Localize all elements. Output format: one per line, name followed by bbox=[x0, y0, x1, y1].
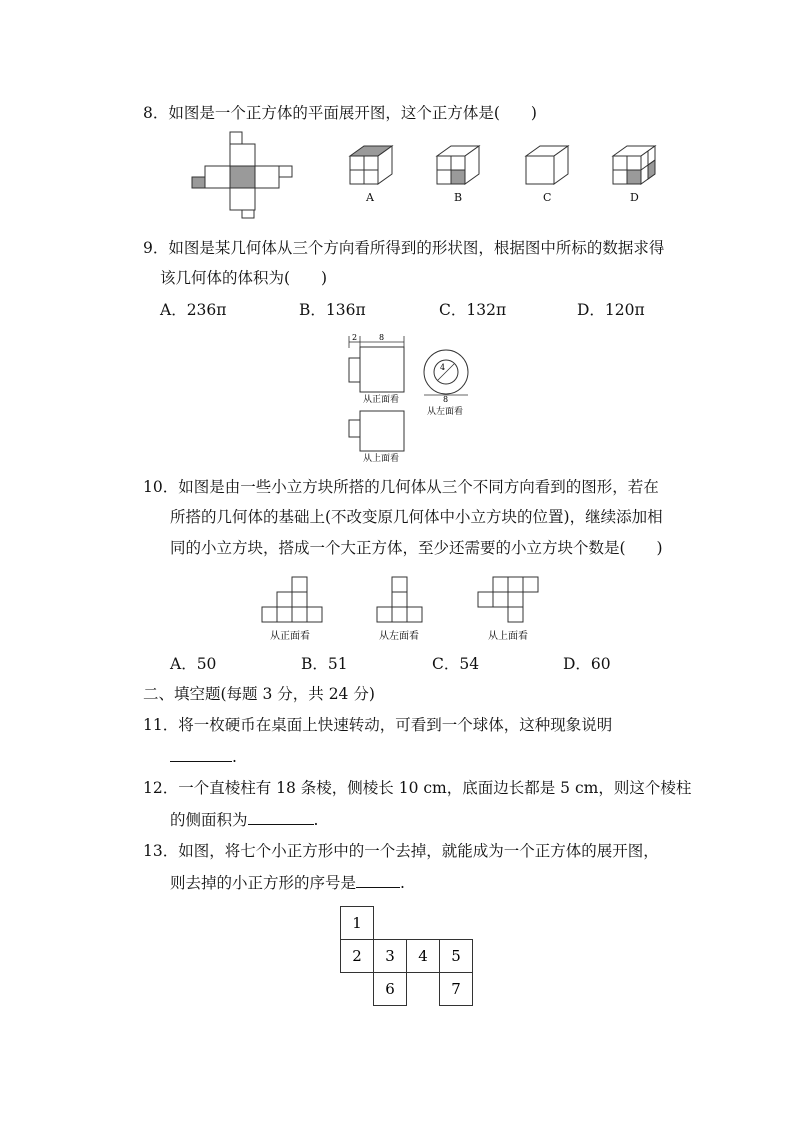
q13-line2-text: 则去掉的小正方形的序号是 bbox=[170, 874, 357, 892]
q8-stem: 8．如图是一个正方体的平面展开图，这个正方体是( ) bbox=[143, 104, 537, 122]
q10-option-d: D．60 bbox=[563, 655, 611, 673]
top-view-caption: 从上面看 bbox=[488, 631, 528, 642]
q10-option-b: B．51 bbox=[301, 655, 348, 673]
square-label-7: 7 bbox=[451, 980, 461, 998]
q11-answer-blank[interactable] bbox=[170, 746, 232, 762]
q11-line2 bbox=[170, 746, 237, 767]
q10-stem-line1: 10．如图是由一些小立方块所搭的几何体从三个不同方向看到的图形，若在 bbox=[143, 478, 659, 496]
square-label-5: 5 bbox=[451, 947, 461, 965]
dim-circle-label: 8 bbox=[443, 395, 449, 404]
q10-top-view bbox=[478, 577, 540, 643]
left-view-caption: 从左面看 bbox=[379, 631, 419, 642]
cube-option-a bbox=[350, 146, 392, 190]
q13-answer-blank[interactable] bbox=[356, 872, 400, 888]
q10-left-view bbox=[377, 577, 427, 643]
q9-stem-line2: 该几何体的体积为( ) bbox=[160, 269, 328, 287]
q13-squares-figure bbox=[340, 906, 476, 1006]
q11-period: . bbox=[232, 748, 237, 766]
label-a: A bbox=[366, 191, 374, 204]
q12-line1: 12．一个直棱柱有 18 条棱，侧棱长 10 cm，底面边长都是 5 cm，则这个棱柱 bbox=[143, 779, 692, 797]
dim-big-label: 8 bbox=[379, 333, 385, 342]
label-c: C bbox=[543, 191, 552, 204]
q12-line2-text: 的侧面积为 bbox=[170, 811, 248, 829]
q13-line2 bbox=[170, 872, 405, 893]
q9-stem-line1: 9．如图是某几何体从三个方向看所得到的形状图，根据图中所标的数据求得 bbox=[143, 239, 665, 257]
dim-inner-label: 4 bbox=[440, 363, 446, 372]
q11-line1: 11．将一枚硬币在桌面上快速转动，可看到一个球体，这种现象说明 bbox=[143, 716, 613, 734]
front-view-caption: 从正面看 bbox=[270, 631, 310, 642]
square-label-4: 4 bbox=[418, 947, 428, 965]
label-d: D bbox=[630, 191, 639, 204]
dim-small-label: 2 bbox=[352, 333, 358, 342]
square-label-6: 6 bbox=[385, 980, 395, 998]
label-b: B bbox=[454, 191, 463, 204]
q12-line2 bbox=[170, 809, 318, 830]
q13-period: . bbox=[400, 874, 405, 892]
square-label-3: 3 bbox=[385, 947, 395, 965]
q9-views-figure bbox=[345, 332, 475, 464]
cube-option-c bbox=[526, 146, 568, 190]
q8-net-figure bbox=[192, 132, 292, 218]
q10-stem-line2: 所搭的几何体的基础上(不改变原几何体中小立方块的位置)，继续添加相 bbox=[170, 508, 663, 526]
square-label-2: 2 bbox=[352, 947, 362, 965]
q13-line1: 13．如图，将七个小正方形中的一个去掉，就能成为一个正方体的展开图， bbox=[143, 842, 659, 860]
q9-option-a: A．236π bbox=[160, 301, 227, 319]
cube-option-d bbox=[613, 146, 655, 190]
q9-option-b: B．136π bbox=[299, 301, 366, 319]
q10-option-c: C．54 bbox=[432, 655, 480, 673]
q10-stem-line3: 同的小立方块，搭成一个大正方体，至少还需要的小立方块个数是( ) bbox=[170, 539, 663, 557]
q12-period: . bbox=[313, 811, 319, 829]
cube-option-b bbox=[437, 146, 479, 190]
q12-answer-blank[interactable] bbox=[248, 809, 314, 825]
q10-front-view bbox=[262, 577, 324, 643]
square-label-1: 1 bbox=[352, 914, 362, 932]
left-view-label: 从左面看 bbox=[427, 407, 464, 417]
top-view-label: 从上面看 bbox=[363, 454, 400, 464]
q9-option-d: D．120π bbox=[577, 301, 645, 319]
section2-title: 二、填空题(每题 3 分，共 24 分) bbox=[143, 685, 375, 703]
front-view-label: 从正面看 bbox=[363, 395, 400, 405]
q10-option-a: A．50 bbox=[170, 655, 217, 673]
q9-option-c: C．132π bbox=[439, 301, 507, 319]
